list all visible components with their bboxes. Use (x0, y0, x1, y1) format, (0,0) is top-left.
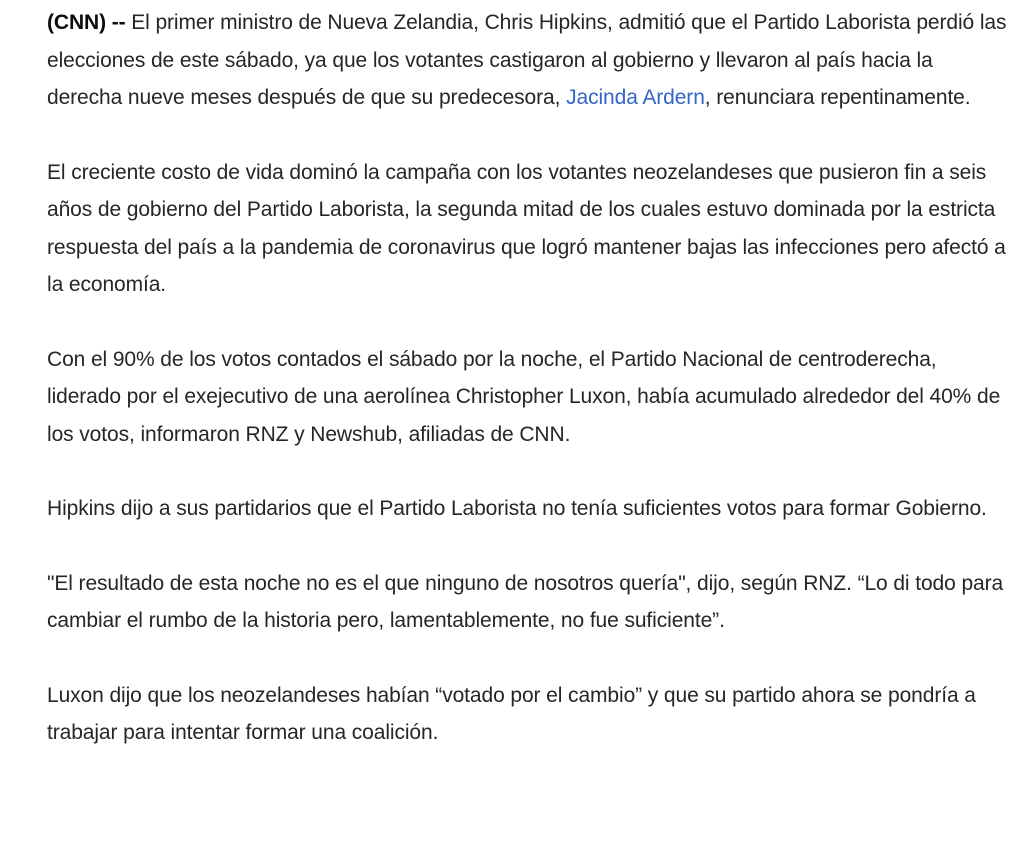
dateline: (CNN) -- (47, 11, 126, 34)
paragraph-1 (47, 4, 1007, 117)
paragraph-1-text-end: , renunciara repentinamente. (704, 86, 971, 109)
paragraph-4: Hipkins dijo a sus partidarios que el Partido Laborista no tenía suficientes votos para formar Gobierno. (47, 497, 987, 520)
paragraph-1-text: El primer ministro de Nueva Zelandia, Chris Hipkins, admitió que el Partido Laborista perdió las elecciones de este sábado, ya que los votantes castigaron al gobierno y llevaron al país hacia la derecha nueve meses después de que su predecesora, (47, 11, 1007, 109)
article-body (47, 4, 1007, 789)
jacinda-ardern-link[interactable]: Jacinda Ardern (566, 86, 705, 109)
paragraph-2: El creciente costo de vida dominó la campaña con los votantes neozelandeses que pusieron fin a seis años de gobierno del Partido Laborista, la segunda mitad de los cuales estuvo dominada por la estricta respuesta del país a la pandemia de coronavirus que logró mantener bajas las infecciones pero afectó a la economía. (47, 160, 1006, 296)
paragraph-6: Luxon dijo que los neozelandeses habían “votado por el cambio” y que su partido ahora se pondría a trabajar para intentar formar una coalición. (47, 683, 976, 744)
paragraph-3: Con el 90% de los votos contados el sábado por la noche, el Partido Nacional de centroderecha, liderado por el exejecutivo de una aerolínea Christopher Luxon, había acumulado alrededor del 40% de los votos, informaron RNZ y Newshub, afiliadas de CNN. (47, 347, 1001, 446)
paragraph-5: "El resultado de esta noche no es el que ninguno de nosotros quería", dijo, según RNZ. “Lo di todo para cambiar el rumbo de la historia pero, lamentablemente, no fue suficiente”. (47, 571, 1004, 632)
